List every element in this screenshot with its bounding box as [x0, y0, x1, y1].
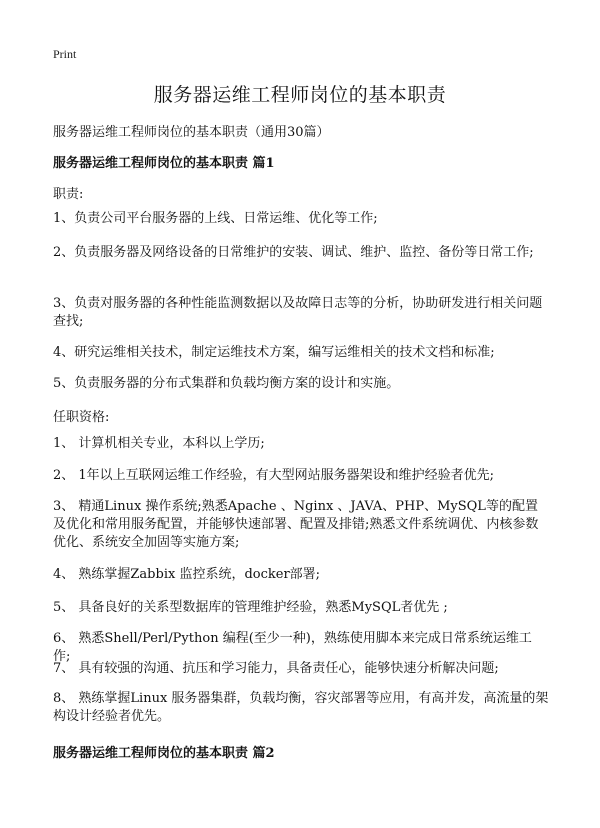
qual-item-5: 5、 具备良好的关系型数据库的管理维护经验，熟悉MySQL者优先 ; — [53, 600, 448, 615]
duty-item-2: 2、负责服务器及网络设备的日常维护的安装、调试、维护、监控、备份等日常工作; — [53, 245, 534, 260]
duties-label: 职责: — [53, 187, 84, 202]
print-label[interactable]: Print — [53, 47, 77, 61]
qual-item-2: 2、 1年以上互联网运维工作经验，有大型网站服务器架设和维护经验者优先; — [53, 468, 495, 483]
qual-item-8: 8、 熟练掌握Linux 服务器集群，负载均衡，容灾部署等应用，有高并发，高流量的架构设计经验者优先。 — [53, 691, 549, 724]
qualifications-label: 任职资格: — [53, 410, 110, 425]
section-heading-2: 服务器运维工程师岗位的基本职责 篇2 — [53, 746, 275, 761]
qual-item-6: 6、 熟悉Shell/Perl/Python 编程(至少一种)，熟练使用脚本来完成日常系统运维工作; — [53, 631, 532, 664]
section-heading-1: 服务器运维工程师岗位的基本职责 篇1 — [53, 156, 275, 171]
document-subtitle: 服务器运维工程师岗位的基本职责（通用30篇） — [53, 125, 330, 140]
qual-item-7: 7、 具有较强的沟通、抗压和学习能力，具备责任心，能够快速分析解决问题; — [53, 661, 499, 676]
duty-item-5: 5、负责服务器的分布式集群和负载均衡方案的设计和实施。 — [53, 376, 400, 391]
qual-item-4: 4、 熟练掌握Zabbix 监控系统，docker部署; — [53, 567, 321, 582]
qual-item-1: 1、 计算机相关专业，本科以上学历; — [53, 436, 265, 451]
duty-item-4: 4、研究运维相关技术，制定运维技术方案，编写运维相关的技术文档和标准; — [53, 345, 495, 360]
duty-item-1: 1、负责公司平台服务器的上线、日常运维、优化等工作; — [53, 211, 378, 226]
qual-item-3: 3、 精通Linux 操作系统;熟悉Apache 、Nginx 、JAVA、PHP、MySQL等的配置及优化和常用服务配置，并能够快速部署、配置及排错;熟悉文件系统调优、内核参数优化、系统安全加固等实施方案; — [53, 499, 539, 550]
document-title: 服务器运维工程师岗位的基本职责 — [153, 84, 447, 106]
duty-item-3: 3、负责对服务器的各种性能监测数据以及故障日志等的分析，协助研发进行相关问题查找; — [53, 296, 543, 329]
